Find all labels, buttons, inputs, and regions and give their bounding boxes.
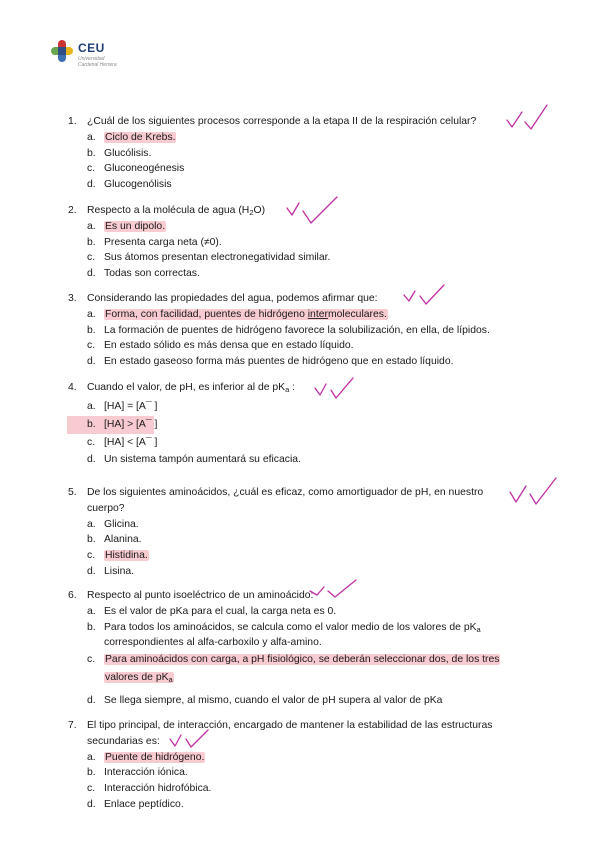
option-c[interactable] xyxy=(87,338,548,354)
option-c[interactable] xyxy=(87,651,548,668)
option-d[interactable] xyxy=(87,452,548,468)
option-d[interactable] xyxy=(87,693,548,709)
option-b[interactable] xyxy=(87,532,548,548)
question-number: 4. xyxy=(68,382,77,393)
option-d[interactable] xyxy=(87,354,548,370)
option-text: En estado gaseoso forma más puentes de hidrógeno que en estado líquido. xyxy=(104,356,454,368)
question-number: 3. xyxy=(68,293,77,304)
option-text: [HA] < [A¯ ] xyxy=(104,436,158,448)
option-a[interactable] xyxy=(87,750,548,766)
option-text: Glicina. xyxy=(104,518,139,530)
option-b[interactable] xyxy=(87,235,548,251)
option-letter: d. xyxy=(87,453,96,465)
option-b-cont xyxy=(87,635,548,651)
option-letter: b. xyxy=(87,418,96,430)
logo-cross-icon xyxy=(51,40,73,62)
option-letter: c. xyxy=(87,550,96,562)
question-7 xyxy=(68,718,548,813)
option-c[interactable] xyxy=(87,548,548,564)
question-6 xyxy=(68,588,548,709)
question-text: ¿Cuál de los siguientes procesos corresponde a la etapa II de la respiración celular? xyxy=(87,116,477,127)
option-text: [HA] > [A¯ ] xyxy=(104,418,158,430)
option-text: La formación de puentes de hidrógeno favorece la solubilización, en ella, de lípidos. xyxy=(104,324,490,336)
option-a[interactable] xyxy=(87,130,548,146)
option-letter: b. xyxy=(87,767,96,779)
option-letter: a. xyxy=(87,400,96,412)
question-text: De los siguientes aminoácidos, ¿cuál es eficaz, como amortiguador de pH, en nuestro cuerpo? xyxy=(87,487,484,514)
option-c[interactable] xyxy=(87,434,548,452)
option-text: Enlace peptídico. xyxy=(104,798,184,810)
option-text: Alanina. xyxy=(104,534,142,546)
option-a[interactable] xyxy=(87,604,548,620)
option-text: Para todos los aminoácidos, se calcula como el valor medio de los valores de $pK_a$ xyxy=(104,621,481,634)
option-letter: a. xyxy=(87,131,96,143)
option-letter: a. xyxy=(87,220,96,232)
question-number: 1. xyxy=(68,116,77,127)
option-text: Glucólisis. xyxy=(104,147,152,159)
option-text: En estado sólido es más densa que en estado líquido. xyxy=(104,340,354,352)
option-text: Glucogenólisis xyxy=(104,179,172,191)
option-letter: d. xyxy=(87,798,96,810)
option-letter: c. xyxy=(87,654,96,666)
option-b[interactable] xyxy=(67,416,158,434)
question-text: Respecto a la molécula de agua $(H_2O)$ xyxy=(87,205,266,217)
option-text: valores de $pK_a$ xyxy=(105,672,173,685)
question-number: 5. xyxy=(68,487,77,498)
logo-name: CEU xyxy=(78,41,105,55)
option-letter: b. xyxy=(87,324,96,336)
option-d[interactable] xyxy=(87,266,548,282)
question-4 xyxy=(68,380,548,468)
option-b[interactable] xyxy=(87,146,548,162)
question-text: Cuando el valor, de pH, es inferior al de $pK_a$ : xyxy=(87,382,296,394)
option-a[interactable] xyxy=(87,307,548,323)
question-5 xyxy=(68,485,548,580)
option-letter: c. xyxy=(87,340,96,352)
question-text: Respecto al punto isoeléctrico de un aminoácido: xyxy=(87,590,314,601)
option-b[interactable] xyxy=(87,765,548,781)
question-1 xyxy=(68,114,548,193)
logo-line2: Cardenal Herrera xyxy=(78,62,117,68)
option-text: [HA] = [A¯ ] xyxy=(104,400,158,412)
option-letter: a. xyxy=(87,605,96,617)
option-letter: a. xyxy=(87,308,96,320)
option-text: correspondientes al alfa-carboxilo y alfa-amino. xyxy=(104,637,322,649)
option-letter: b. xyxy=(87,236,96,248)
option-c[interactable] xyxy=(87,781,548,797)
option-text: Es un dipolo. xyxy=(105,220,166,232)
option-letter: a. xyxy=(87,751,96,763)
option-c[interactable] xyxy=(87,161,548,177)
option-d[interactable] xyxy=(87,797,548,813)
option-a[interactable] xyxy=(87,398,548,416)
option-c[interactable] xyxy=(87,250,548,266)
option-letter: b. xyxy=(87,534,96,546)
question-number: 7. xyxy=(68,720,77,731)
option-b[interactable] xyxy=(87,620,548,636)
option-text: Forma, con facilidad, puentes de hidrógeno intermoleculares. xyxy=(105,308,387,320)
option-text: Interacción hidrofóbica. xyxy=(104,783,212,795)
option-text: Interacción iónica. xyxy=(104,767,188,779)
option-letter: d. xyxy=(87,179,96,191)
option-text: Es el valor de pKa para el cual, la carga neta es 0. xyxy=(104,605,337,617)
option-text: Lisina. xyxy=(104,565,135,577)
option-letter: b. xyxy=(87,621,96,633)
question-text: Considerando las propiedades del agua, podemos afirmar que: xyxy=(87,293,378,304)
option-text: Gluconeogénesis xyxy=(104,163,185,175)
option-letter: d. xyxy=(87,695,96,707)
option-letter: a. xyxy=(87,518,96,530)
option-a[interactable] xyxy=(87,219,548,235)
option-d[interactable] xyxy=(87,564,548,580)
option-c-cont xyxy=(87,668,548,687)
option-b[interactable] xyxy=(87,323,548,339)
logo-line1: Universidad xyxy=(78,56,105,62)
option-letter: c. xyxy=(87,252,96,264)
option-text: Para aminoácidos con carga, a pH fisiológico, se deberán seleccionar dos, de los tres xyxy=(105,654,500,666)
option-letter: c. xyxy=(87,783,96,795)
option-text: Se llega siempre, al mismo, cuando el valor de pH supera al valor de pKa xyxy=(104,695,443,707)
option-d[interactable] xyxy=(87,177,548,193)
question-2 xyxy=(68,203,548,282)
option-a[interactable] xyxy=(87,517,548,533)
option-letter: d. xyxy=(87,356,96,368)
option-text: Todas son correctas. xyxy=(104,268,200,280)
question-text: El tipo principal, de interacción, encargado de mantener la estabilidad de las estructuras xyxy=(87,720,493,731)
option-letter: d. xyxy=(87,565,96,577)
question-number: 2. xyxy=(68,205,77,216)
question-text-cont: secundarias es: xyxy=(87,735,160,747)
option-text: Histidina. xyxy=(105,550,148,562)
option-letter: b. xyxy=(87,147,96,159)
option-text: Un sistema tampón aumentará su eficacia. xyxy=(104,453,301,465)
option-text: Puente de hidrógeno. xyxy=(105,751,205,763)
option-letter: c. xyxy=(87,163,96,175)
question-3 xyxy=(68,291,548,370)
question-number: 6. xyxy=(68,590,77,601)
option-letter: d. xyxy=(87,268,96,280)
option-text: Presenta carga neta (≠0). xyxy=(104,236,222,248)
option-text: Ciclo de Krebs. xyxy=(105,131,176,143)
option-text: Sus átomos presentan electronegatividad similar. xyxy=(104,252,331,264)
option-letter: c. xyxy=(87,436,96,448)
